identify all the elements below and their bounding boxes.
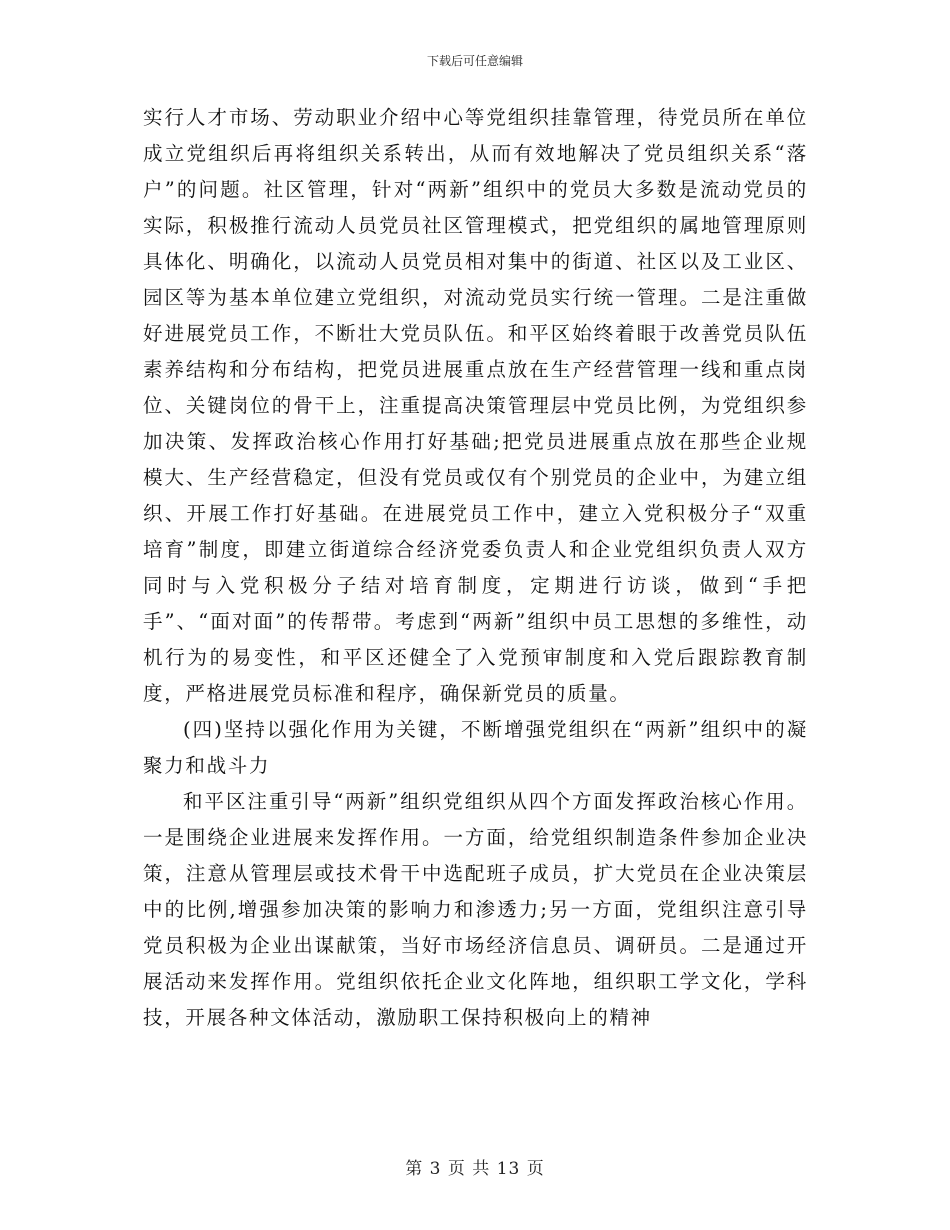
body-paragraph: 和平区注重引导“两新”组织党组织从四个方面发挥政治核心作用。一是围绕企业进展来发挥作用。一方面，给党组织制造条件参加企业决策，注意从管理层或技术骨干中选配班子成员，扩大党员在企业决策层中的比例,增强参加决策的影响力和渗透力;另一方面，党组织注意引导党员积极为企业出谋献策，当好市场经济信息员、调研员。二是通过开展活动来发挥作用。党组织依托企业文化阵地，组织职工学文化，学科技，开展各种文体活动，激励职工保持积极向上的精神 [143, 790, 808, 1029]
section-heading-4: (四)坚持以强化作用为关键，不断增强党组织在“两新”组织中的凝聚力和战斗力 [143, 718, 808, 777]
page-number: 第 3 页 共 13 页 [405, 1159, 545, 1179]
document-body [143, 100, 808, 1036]
page-header-note: 下载后可任意编辑 [426, 54, 523, 68]
body-paragraph-continuation: 实行人才市场、劳动职业介绍中心等党组织挂靠管理，待党员所在单位成立党组织后再将组织关系转出，从而有效地解决了党员组织关系“落户”的问题。社区管理，针对“两新”组织中的党员大多数是流动党员的实际，积极推行流动人员党员社区管理模式，把党组织的属地管理原则具体化、明确化，以流动人员党员相对集中的街道、社区以及工业区、园区等为基本单位建立党组织，对流动党员实行统一管理。二是注重做好进展党员工作，不断壮大党员队伍。和平区始终着眼于改善党员队伍素养结构和分布结构，把党员进展重点放在生产经营管理一线和重点岗位、关键岗位的骨干上，注重提高决策管理层中党员比例，为党组织参加决策、发挥政治核心作用打好基础;把党员进展重点放在那些企业规模大、生产经营稳定，但没有党员或仅有个别党员的企业中，为建立组织、开展工作打好基础。在进展党员工作中，建立入党积极分子“双重培育”制度，即建立街道综合经济党委负责人和企业党组织负责人双方同时与入党积极分子结对培育制度，定期进行访谈，做到“手把手”、“面对面”的传帮带。考虑到“两新”组织中员工思想的多维性，动机行为的易变性，和平区还健全了入党预审制度和入党后跟踪教育制度，严格进展党员标准和程序，确保新党员的质量。 [143, 106, 808, 705]
